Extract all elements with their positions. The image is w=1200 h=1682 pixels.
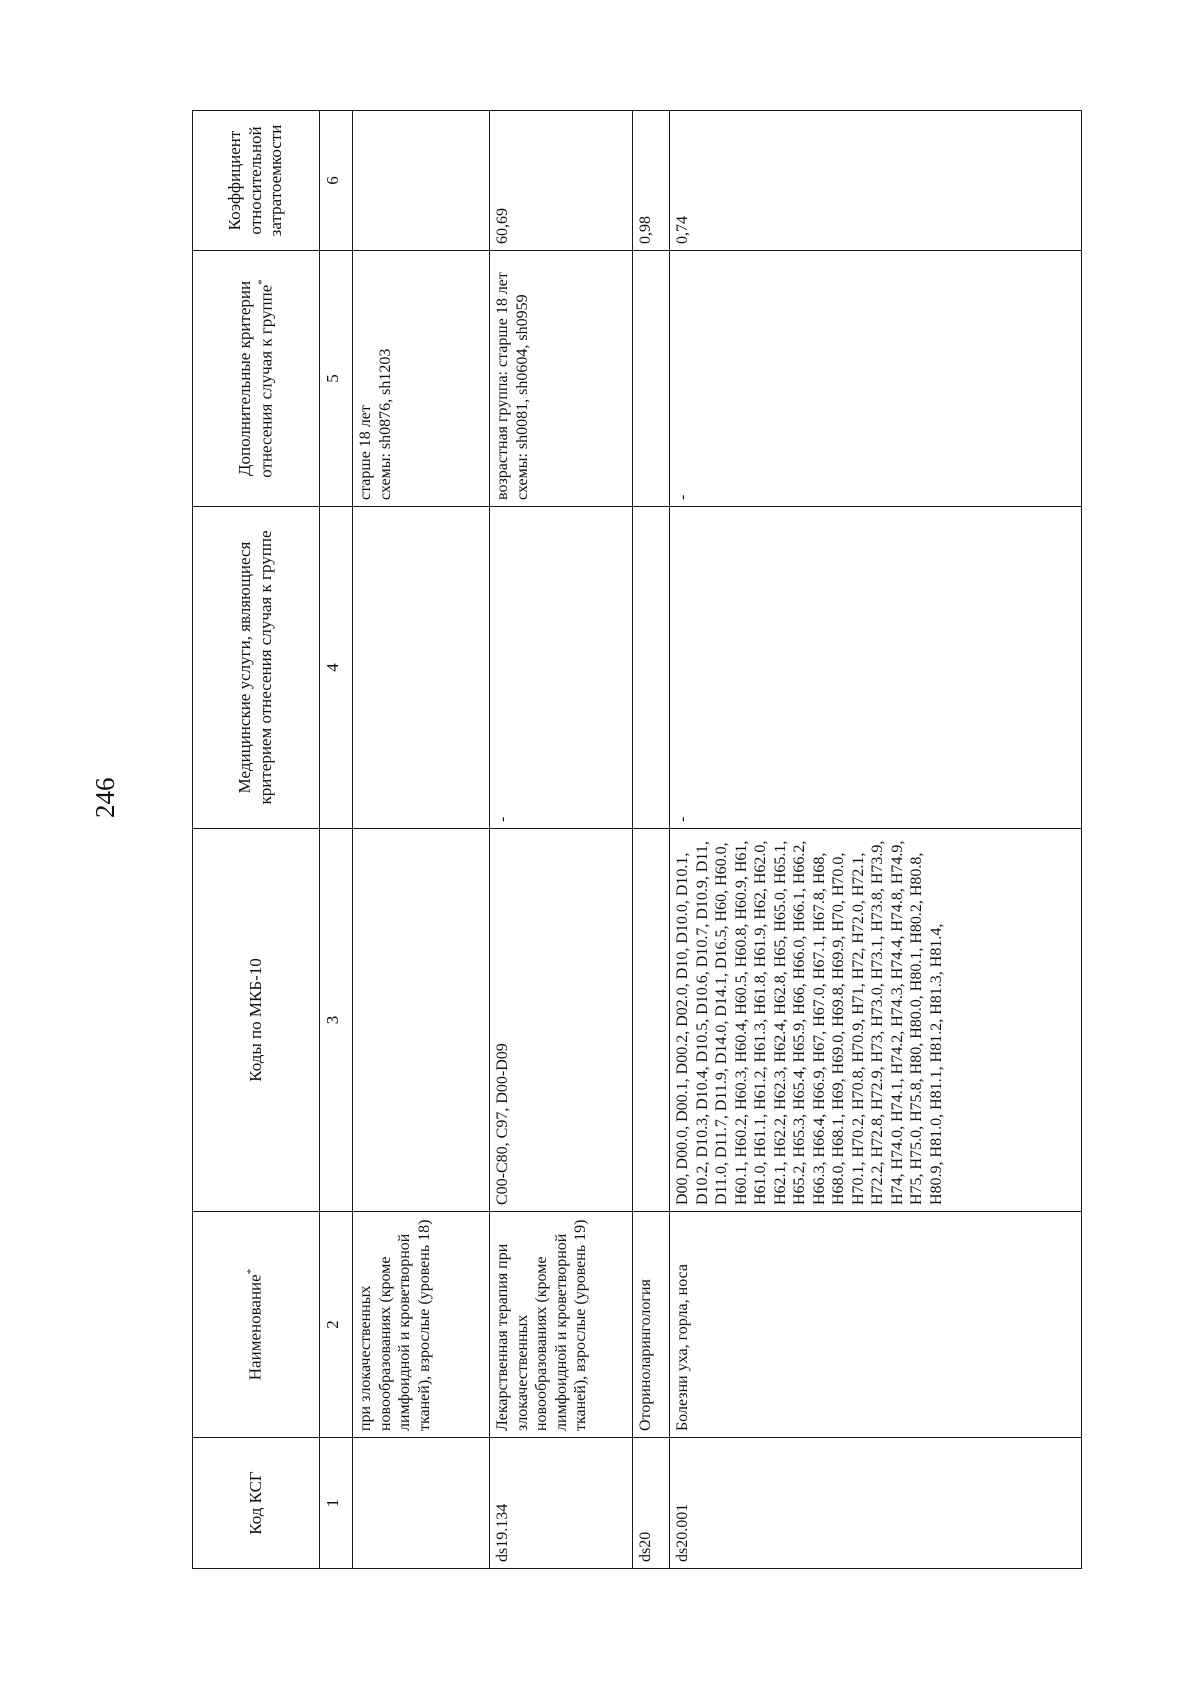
- header-code: Код КСГ: [193, 1438, 320, 1569]
- ksg-name-cell: Лекарственная терапия при злокачественных новообразованиях (кроме лимфоидной и кроветворной тканей), взрослые (уровень 19): [490, 1212, 633, 1438]
- footnote-mark: *: [255, 279, 268, 285]
- header-services: Медицинские услуги, являющиеся критерием отнесения случая к группе: [193, 507, 320, 829]
- ksg-name-cell: Оториноларингология: [633, 1212, 670, 1438]
- coefficient-cell: 60,69: [490, 111, 633, 251]
- footnote-mark: *: [245, 1268, 258, 1275]
- services-cell: -: [670, 507, 1082, 829]
- coefficient-cell: 0,74: [670, 111, 1082, 251]
- ksg-name-cell: Болезни уха, горла, носа: [670, 1212, 1082, 1438]
- column-number-row: [320, 111, 353, 1569]
- header-row: [193, 111, 320, 1569]
- header-criteria: Дополнительные критерии отнесения случая к группе*: [193, 251, 320, 507]
- icd-codes-cell: [353, 829, 490, 1212]
- column-number: 6: [320, 111, 353, 251]
- column-number: 2: [320, 1212, 353, 1438]
- coefficient-cell: [353, 111, 490, 251]
- ksg-code-cell: ds20.001: [670, 1438, 1082, 1569]
- column-number: 4: [320, 507, 353, 829]
- icd-codes-cell: D00, D00.0, D00.1, D00.2, D02.0, D10, D10.0, D10.1, D10.2, D10.3, D10.4, D10.5, D10.6, D10.7, D10.9, D11, D11.0, D11.7, D11.9, D14.0, D14.1, D16.5, H60, H60.0, H60.1, H60.2, H60.3, H60.4, H60.5, H60.8, H60.9, H61, H61.0, H61.1, H61.2, H61.3, H61.8, H61.9, H62, H62.0, H62.1, H62.2, H62.3, H62.4, H62.8, H65, H65.0, H65.1, H65.2, H65.3, H65.4, H65.9, H66, H66.0, H66.1, H66.2, H66.3, H66.4, H66.9, H67, H67.0, H67.1, H67.8, H68, H68.0, H68.1, H69, H69.0, H69.8, H69.9, H70, H70.0, H70.1, H70.2, H70.8, H70.9, H71, H72, H72.0, H72.1, H72.2, H72.8, H72.9, H73, H73.0, H73.1, H73.8, H73.9, H74, H74.0, H74.1, H74.2, H74.3, H74.4, H74.8, H74.9, H75, H75.0, H75.8, H80, H80.0, H80.1, H80.2, H80.8, H80.9, H81.0, H81.1, H81.2, H81.3, H81.4,: [670, 829, 1082, 1212]
- ksg-code-cell: ds19.134: [490, 1438, 633, 1569]
- header-name: Наименование*: [193, 1212, 320, 1438]
- ksg-name-cell: при злокачественных новообразованиях (кроме лимфоидной и кроветворной тканей), взрослые (уровень 18): [353, 1212, 490, 1438]
- criteria-cell: [633, 251, 670, 507]
- table-row: [670, 111, 1082, 1569]
- table-row: [490, 111, 633, 1569]
- services-cell: [633, 507, 670, 829]
- header-icd: Коды по МКБ-10: [193, 829, 320, 1212]
- ksg-code-cell: [353, 1438, 490, 1569]
- rotated-table-area: [192, 111, 1112, 1569]
- icd-codes-cell: C00-C80, C97, D00-D09: [490, 829, 633, 1212]
- criteria-cell: возрастная группа: старше 18 лет схемы: sh0081, sh0604, sh0959: [490, 251, 633, 507]
- coefficient-cell: 0,98: [633, 111, 670, 251]
- header-coef: Коэффициент относительной затратоемкости: [193, 111, 320, 251]
- page-number: 246: [90, 777, 120, 818]
- table-row: [353, 111, 490, 1569]
- column-number: 1: [320, 1438, 353, 1569]
- services-cell: -: [490, 507, 633, 829]
- table-row: [633, 111, 670, 1569]
- column-number: 5: [320, 251, 353, 507]
- icd-codes-cell: [633, 829, 670, 1212]
- ksg-table: [192, 110, 1082, 1569]
- services-cell: [353, 507, 490, 829]
- criteria-cell: старше 18 лет схемы: sh0876, sh1203: [353, 251, 490, 507]
- column-number: 3: [320, 829, 353, 1212]
- ksg-code-cell: ds20: [633, 1438, 670, 1569]
- criteria-cell: -: [670, 251, 1082, 507]
